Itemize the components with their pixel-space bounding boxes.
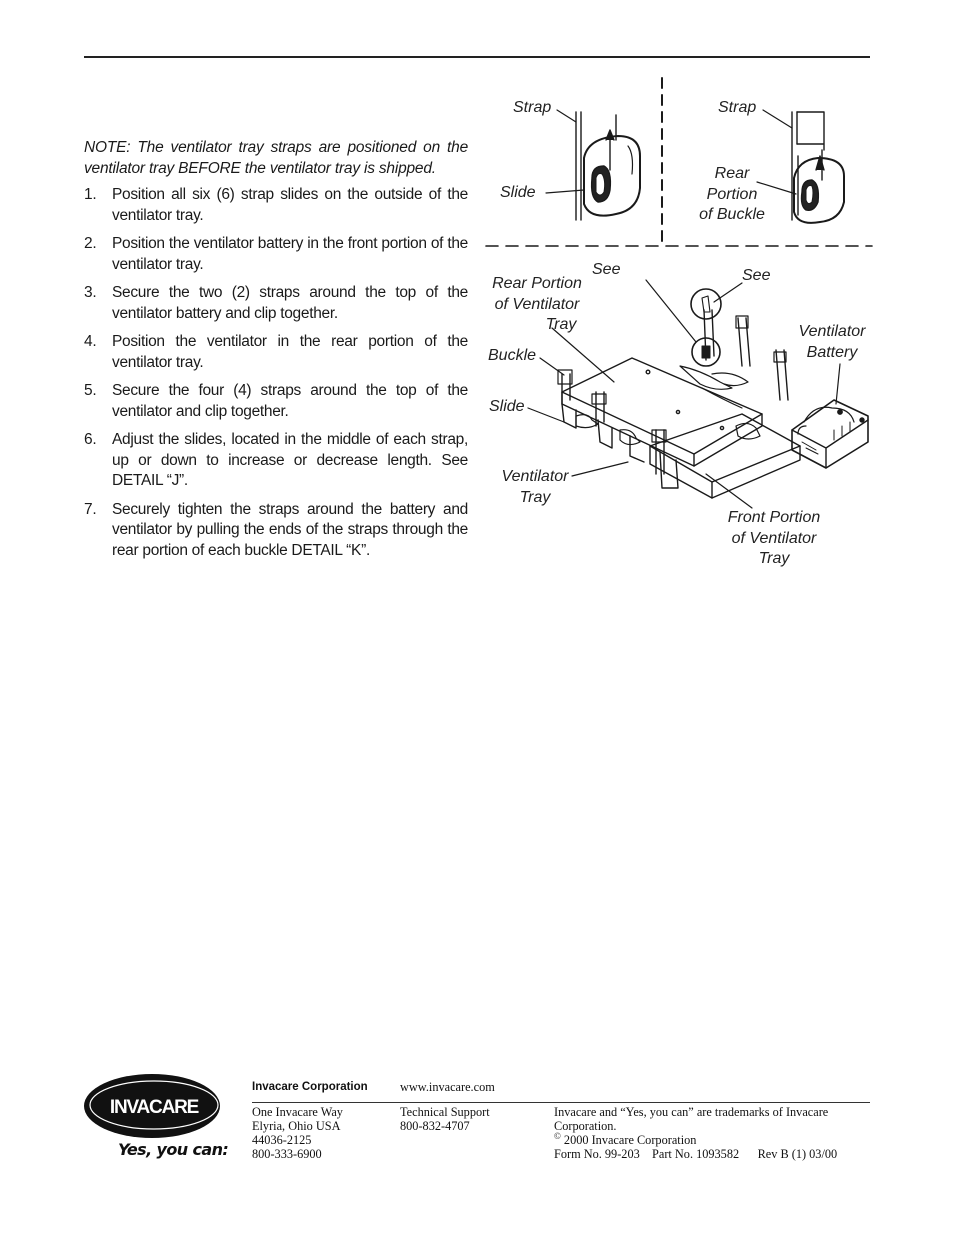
label-line: Front Portion (727, 509, 821, 526)
slide-label: Slide (489, 398, 525, 415)
step-item (84, 332, 468, 373)
step-text: Position the ventilator battery in the front portion of the ventilator tray. (112, 235, 468, 273)
step-item (84, 381, 468, 422)
copyright-line (554, 1130, 837, 1147)
rear-portion-label (486, 274, 588, 336)
step-item (84, 283, 468, 324)
step-item (84, 234, 468, 275)
label-line: of Buckle (699, 206, 765, 223)
step-number: 7. (84, 500, 97, 518)
label-line: Ventilator (501, 468, 569, 485)
step-number: 2. (84, 235, 97, 252)
step-text: Securely tighten the straps around the battery and ventilator by pulling the ends of the straps through the rear portion of each buckle DETAIL “K”. (112, 500, 468, 559)
ventilator-tray-label (496, 467, 574, 508)
label-line: Rear Portion (492, 275, 582, 292)
label-line: Ventilator (798, 323, 866, 340)
footer-rule (252, 1102, 870, 1103)
top-rule (84, 56, 870, 58)
address-block (252, 1105, 343, 1161)
support-label: Technical Support (400, 1105, 490, 1119)
note-text: NOTE: The ventilator tray straps are positioned on the ventilator tray BEFORE the ventilator tray is shipped. (84, 139, 468, 177)
website: www.invacare.com (400, 1080, 495, 1094)
detail-k-strap-label: Strap (718, 99, 757, 116)
tray-assembly-drawing (558, 289, 868, 498)
address-line: 44036-2125 (252, 1133, 312, 1147)
step-text: Position all six (6) strap slides on the outside of the ventilator tray. (112, 186, 468, 224)
step-number: 5. (84, 382, 97, 399)
support-phone: 800-832-4707 (400, 1119, 470, 1133)
logo-wordmark: INVACARE (109, 1097, 199, 1118)
ventilator-tray-figure (480, 70, 880, 580)
detail-j-drawing (576, 112, 640, 220)
steps-list (84, 185, 468, 561)
company-name: Invacare Corporation (252, 1081, 368, 1093)
label-line: Tray (519, 488, 551, 506)
instructions (84, 137, 468, 569)
step-text: Secure the two (2) straps around the top of the ventilator battery and clip together. (112, 284, 468, 322)
form-part-rev-line: Form No. 99-203 Part No. 1093582 Rev B (1) 03/00 (554, 1147, 838, 1161)
logo-swoosh (84, 1072, 224, 1142)
address-line: One Invacare Way (252, 1105, 343, 1119)
step-number: 1. (84, 186, 97, 203)
detail-j-slide-label: Slide (500, 184, 536, 201)
detail-k-drawing (792, 112, 844, 223)
label-line: Tray (545, 316, 577, 333)
step-item (84, 500, 468, 562)
label-line: Rear (714, 165, 750, 182)
detail-j-strap-label: Strap (513, 99, 552, 116)
trademark-line: Invacare and “Yes, you can” are trademarks of Invacare (554, 1105, 829, 1119)
step-number: 4. (84, 333, 97, 350)
trademark-line: Corporation. (554, 1119, 617, 1133)
step-text: Secure the four (4) straps around the top of the ventilator and clip together. (112, 382, 468, 420)
label-line: Tray (758, 550, 790, 567)
label-line: Battery (806, 343, 858, 361)
see-detail-k-label: See (742, 267, 771, 284)
step-item (84, 185, 468, 226)
copyright-text: 2000 Invacare Corporation (560, 1133, 697, 1147)
step-item (84, 430, 468, 492)
see-detail-j-label: See (592, 261, 621, 278)
copyright-symbol: © (554, 1130, 561, 1141)
front-portion-label (718, 508, 830, 570)
detail-k-rear-buckle-label (694, 164, 770, 226)
step-number: 3. (84, 284, 97, 301)
label-line: Portion (706, 185, 758, 203)
step-number: 6. (84, 431, 97, 448)
legal-block (554, 1105, 837, 1161)
step-text: Position the ventilator in the rear portion of the ventilator tray. (112, 333, 468, 371)
tagline: Yes, you can: (118, 1140, 229, 1159)
phone-line: 800-333-6900 (252, 1147, 322, 1161)
label-line: of Ventilator (494, 295, 580, 313)
label-line: of Ventilator (731, 529, 817, 547)
address-line: Elyria, Ohio USA (252, 1119, 341, 1133)
ventilator-battery-label (792, 322, 872, 363)
buckle-label: Buckle (488, 347, 537, 364)
support-block (400, 1105, 490, 1133)
step-text: Adjust the slides, located in the middle of each strap, up or down to increase or decrease length. See DETAIL “J”. (112, 431, 468, 489)
page-footer (0, 1060, 954, 1180)
